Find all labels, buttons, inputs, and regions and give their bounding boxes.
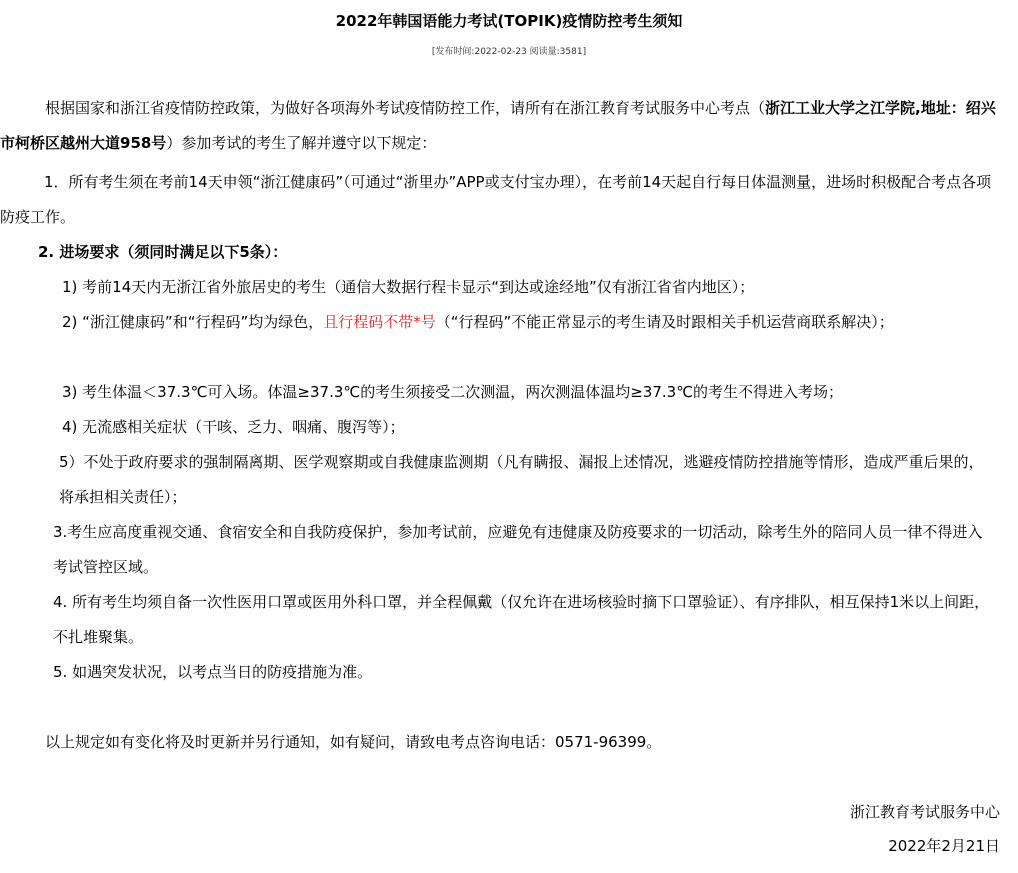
rule-1: 1．所有考生须在考前14天申领“浙江健康码”（可通过“浙里办”APP或支付宝办理），在考前14天起自行每日体温测量，进场时积极配合考点各项防疫工作。 [0,173,992,226]
exam-venue-address: 浙江工业大学之江学院,地址：绍兴市柯桥区越州大道958号 [0,99,996,152]
intro-text-after: ）参加考试的考生了解并遵守以下规定： [166,134,437,152]
rule-2-item-1: 1) 考前14天内无浙江省外旅居史的考生（通信大数据行程卡显示“到达或途经地”仅有浙江省省内地区）； [62,278,755,296]
rule-2-heading: 2. 进场要求（须同时满足以下5条）： [38,243,288,261]
rule-2-item-2-after: （“行程码”不能正常显示的考生请及时跟相关手机运营商联系解决）； [435,313,894,331]
closing-note: 以上规定如有变化将及时更新并另行通知，如有疑问，请致电考点咨询电话：0571-96399。 [45,733,662,751]
issuing-organization: 浙江教育考试服务中心 [849,803,1000,821]
rule-2-item-4: 4) 无流感相关症状（干咳、乏力、咽痛、腹泻等）； [62,418,405,436]
rule-2-item-2 [0,305,997,340]
intro-paragraph [0,91,1000,161]
issue-date: 2022年2月21日 [888,837,1000,855]
publish-meta: [发布时间:2022-02-23 阅读量:3581] [431,47,587,57]
travel-code-star-warning: 且行程码不带*号 [323,313,436,331]
rule-2-item-2-before: 2) “浙江健康码”和“行程码”均为绿色， [62,313,324,331]
rule-3: 3.考生应高度重视交通、食宿安全和自我防疫保护，参加考试前，应避免有违健康及防疫要求的一切活动，除考生外的陪同人员一律不得进入考试管控区域。 [53,523,983,576]
rule-2-item-5: 5）不处于政府要求的强制隔离期、医学观察期或自我健康监测期（凡有瞒报、漏报上述情况，逃避疫情防控措施等情形，造成严重后果的，将承担相关责任）； [59,453,984,506]
intro-text-before: 根据国家和浙江省疫情防控政策，为做好各项海外考试疫情防控工作，请所有在浙江教育考试服务中心考点（ [45,99,766,117]
rule-2-item-3: 3) 考生体温＜37.3℃可入场。体温≥37.3℃的考生须接受二次测温，两次测温体温均≥37.3℃的考生不得进入考场； [62,383,844,401]
page-title: 2022年韩国语能力考试(TOPIK)疫情防控考生须知 [335,12,683,30]
rule-4: 4. 所有考生均须自备一次性医用口罩或医用外科口罩，并全程佩戴（仅允许在进场核验时摘下口罩验证）、有序排队，相互保持1米以上间距，不扎堆聚集。 [53,593,990,646]
rule-5: 5. 如遇突发状况，以考点当日的防疫措施为准。 [53,663,373,681]
